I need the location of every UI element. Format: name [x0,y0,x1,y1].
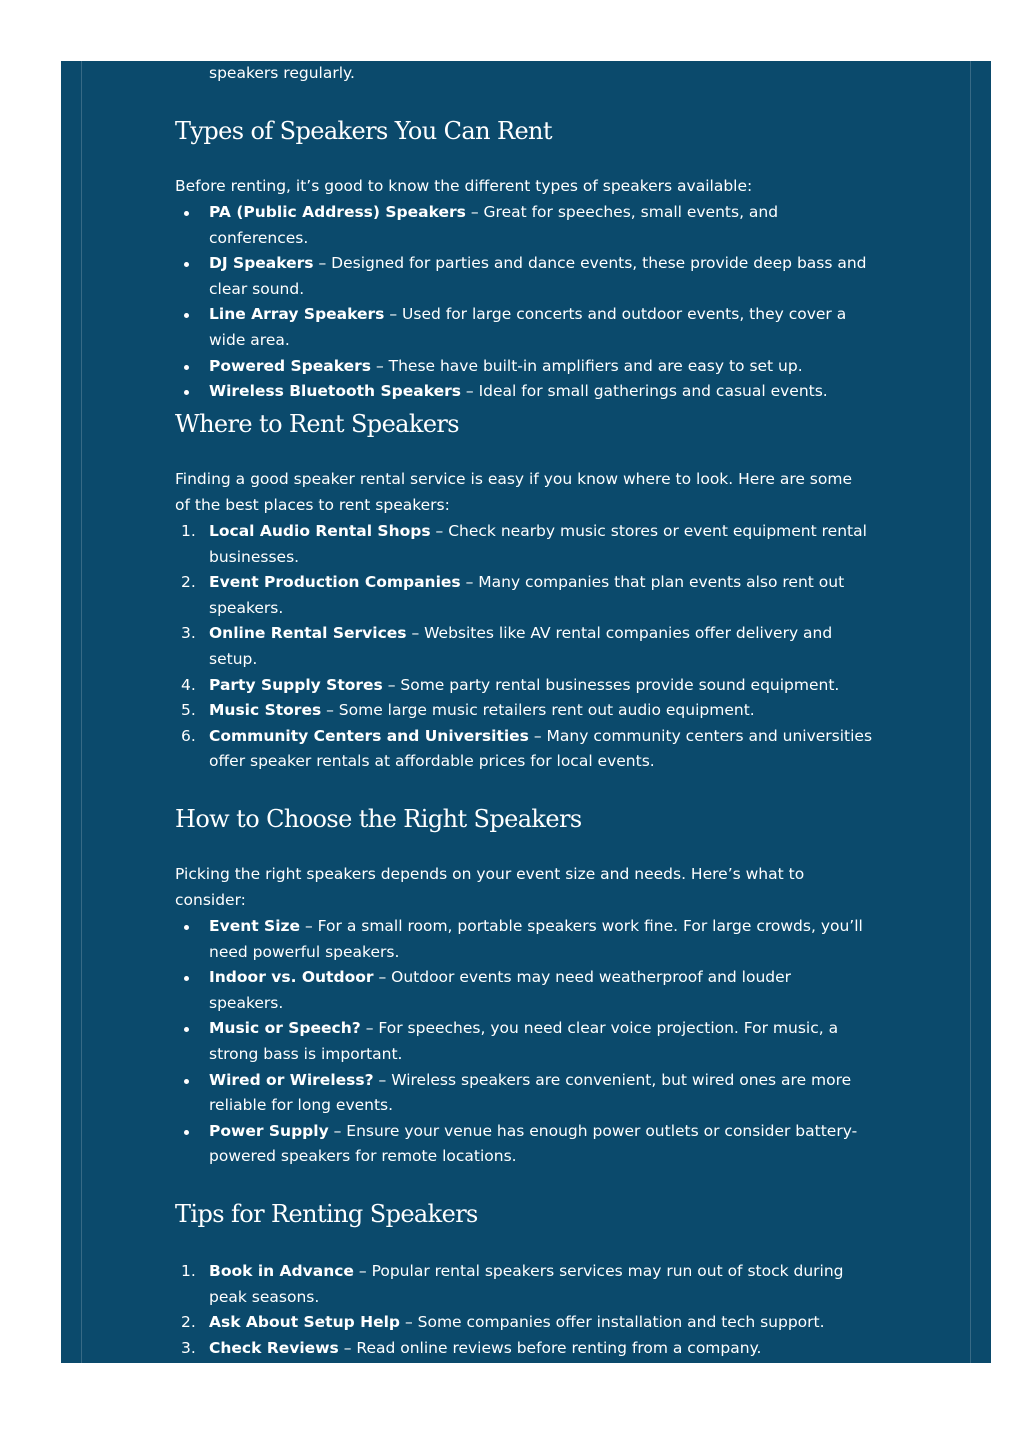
item-text-cont: peak seasons. [209,1287,320,1306]
item-term: Online Rental Services [209,624,407,643]
item-number: 2. [181,1313,196,1332]
list-item [175,621,875,672]
item-text-cont: clear sound. [209,279,305,298]
item-number: 5. [181,701,196,720]
item-text: – Great for speeches, small events, and conferences. [209,203,779,247]
item-term: Music or Speech? [209,1019,361,1038]
item-number: 1. [181,1262,196,1280]
item-term: Ask About Setup Help [209,1313,401,1332]
list-item [175,1068,875,1119]
item-text: – Designed for parties and dance events, these provide deep bass and [318,254,867,273]
where-intro-line: of the best places to rent speakers: [175,495,450,514]
item-text: – Outdoor events may need weatherproof and louder [378,968,792,987]
item-text: – Websites like AV rental companies offer delivery and [411,624,833,643]
list-item [175,570,875,621]
list-item [175,1336,875,1362]
where-intro-line: Finding a good speaker rental service is easy if you know where to look. Here are some [175,470,853,488]
item-text: – Some party rental businesses provide sound equipment. [387,675,840,694]
panel-left-rule [81,61,82,1363]
item-text: – Some companies offer installation and tech support. [404,1313,825,1332]
item-number: 3. [181,1338,196,1357]
item-text: – Some large music retailers rent out audio equipment. [326,701,755,720]
list-item [175,1119,875,1170]
item-term: Community Centers and Universities [209,726,529,745]
item-number: 3. [181,624,196,643]
where-list [175,519,875,775]
list-item [175,673,875,699]
item-term: Event Size [209,917,301,935]
list-item [175,698,875,724]
item-text-cont: speakers. [209,993,284,1012]
item-text: – Popular rental speakers services may run out of stock during [358,1262,844,1280]
heading-where: Where to Rent Speakers [175,410,460,438]
types-list [175,200,875,405]
bullet-icon [184,976,189,981]
bullet-icon [184,1027,189,1032]
item-text: – These have built-in amplifiers and are easy to set up. [375,356,803,375]
item-term: DJ Speakers [209,254,314,273]
item-term: Check Reviews [209,1338,339,1357]
bullet-icon [184,262,189,267]
item-term: Music Stores [209,701,322,720]
item-text: – Check nearby music stores or event equipment rental [435,522,867,540]
item-number: 2. [181,573,196,592]
list-item [175,354,875,380]
item-term: Event Production Companies [209,573,461,592]
item-text-cont: need powerful speakers. [209,942,400,961]
bullet-icon [184,390,189,395]
bullet-icon [184,1130,189,1135]
list-item [175,302,875,353]
list-item [175,379,875,405]
bullet-icon [184,1079,189,1084]
item-text: – Wireless speakers are convenient, but wired ones are more [378,1070,852,1089]
item-text: – Read online reviews before renting from a company. [343,1338,762,1357]
intro-tail: speakers regularly. [209,64,355,82]
list-item [175,1259,875,1310]
item-text: – For a small room, portable speakers work fine. For large crowds, you’ll [305,917,863,935]
item-text-cont: speakers. [209,598,284,617]
heading-types: Types of Speakers You Can Rent [175,117,552,145]
list-item [175,251,875,302]
item-term: Party Supply Stores [209,675,383,694]
item-text-cont: businesses. [209,547,300,566]
choose-intro-line: Picking the right speakers depends on your event size and needs. Here’s what to [175,865,805,883]
where-intro [175,467,875,518]
list-item [175,724,875,775]
tips-list [175,1259,875,1361]
list-item [175,519,875,570]
bullet-icon [184,365,189,370]
item-text: – Ideal for small gatherings and casual events. [465,382,828,401]
item-text-cont: offer speaker rentals at affordable prices for local events. [209,752,655,771]
item-text: – For speeches, you need clear voice projection. For music, a [365,1019,839,1038]
list-item [175,1016,875,1067]
heading-tips: Tips for Renting Speakers [175,1200,478,1228]
item-text-cont: powered speakers for remote locations. [209,1147,517,1166]
content-panel [61,61,991,1363]
item-term: Powered Speakers [209,356,371,375]
bullet-icon [184,925,189,930]
choose-intro [175,862,875,913]
item-number: 1. [181,522,196,540]
list-item [175,965,875,1016]
choose-intro-line: consider: [175,890,246,909]
item-text: – Many community centers and universities [533,726,873,745]
list-item [175,1310,875,1336]
item-term: Indoor vs. Outdoor [209,968,374,987]
heading-choose: How to Choose the Right Speakers [175,805,582,833]
item-term: Local Audio Rental Shops [209,522,431,540]
types-intro: Before renting, it’s good to know the different types of speakers available: [175,177,753,195]
item-term: Wireless Bluetooth Speakers [209,382,461,401]
list-item [175,914,875,965]
item-term: PA (Public Address) Speakers [209,203,466,221]
item-text: – Used for large concerts and outdoor events, they cover a [389,305,847,324]
choose-list [175,914,875,1170]
item-term: Line Array Speakers [209,305,385,324]
panel-right-rule [970,61,971,1363]
item-text: – Ensure your venue has enough power outlets or consider battery- [333,1121,858,1140]
list-item [175,200,875,251]
item-text-cont: reliable for long events. [209,1096,394,1115]
item-text-cont: strong bass is important. [209,1044,403,1063]
bullet-icon [184,211,189,216]
item-text: – Many companies that plan events also rent out [465,573,845,592]
item-text-cont: wide area. [209,330,290,349]
bullet-icon [184,313,189,318]
item-term: Wired or Wireless? [209,1070,374,1089]
item-term: Power Supply [209,1121,329,1140]
item-number: 4. [181,675,196,694]
item-term: Book in Advance [209,1262,354,1280]
item-number: 6. [181,726,196,745]
item-text-cont: setup. [209,649,258,668]
